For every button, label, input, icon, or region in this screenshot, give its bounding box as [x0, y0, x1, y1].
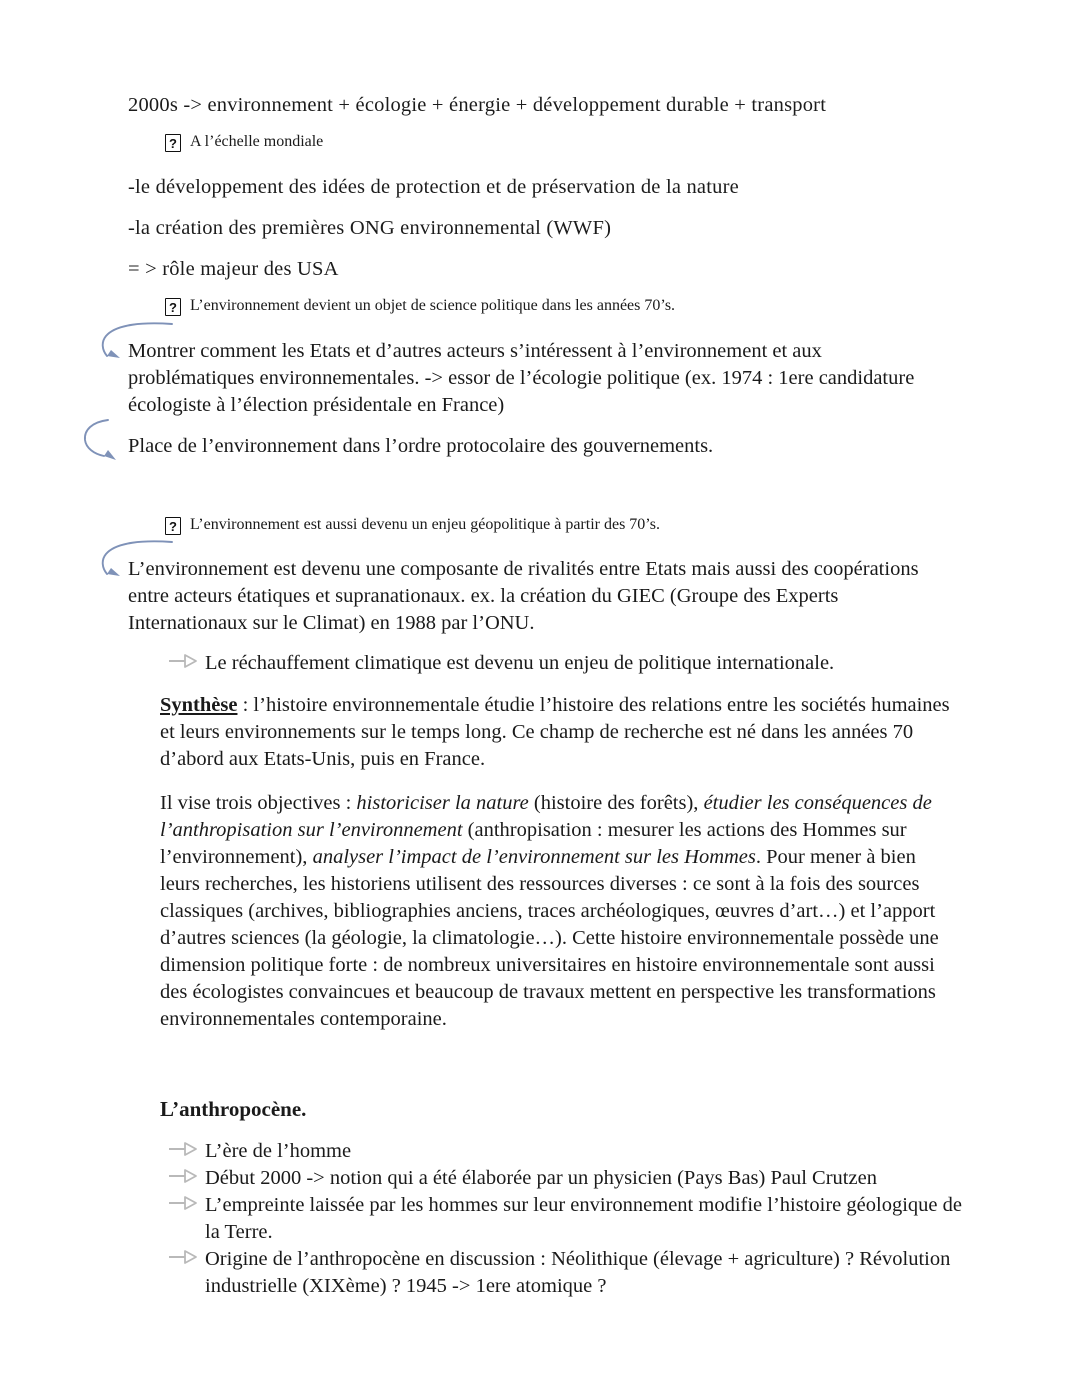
bullet-list-anthropocene — [160, 1138, 970, 1300]
list-item-label: L’empreinte laissée par les hommes sur leur environnement modifie l’histoire géologique de la Terre. — [205, 1194, 962, 1243]
heading-echelle-mondiale-label: A l’échelle mondiale — [190, 133, 324, 150]
list-item — [160, 1246, 970, 1300]
text-line-creation-ong: -la création des premières ONG environnemental (WWF) — [128, 217, 612, 239]
objectives-seg-2: (histoire des forêts), — [528, 792, 704, 814]
heading-environnement-science-politique — [165, 297, 965, 316]
synthese-colon: : — [237, 694, 254, 716]
paragraph-synthese — [160, 692, 960, 773]
text-line-developpement-idees: -le développement des idées de protection et de préservation de la nature — [128, 176, 739, 198]
paragraph-place-environnement: Place de l’environnement dans l’ordre protocolaire des gouvernements. — [128, 435, 714, 457]
text-line-role-usa: = > rôle majeur des USA — [128, 258, 339, 280]
synthese-label: Synthèse — [160, 694, 238, 716]
heading-environnement-science-politique-label: L’environnement devient un objet de science politique dans les années 70’s. — [190, 297, 676, 314]
paragraph-environnement-rivalites: L’environnement est devenu une composante de rivalités entre Etats mais aussi des coopérations entre acteurs étatiques et supranationaux. ex. la création du GIEC (Groupe des Experts Internationaux sur le Climat) en 1988 par l’ONU. — [128, 558, 919, 634]
objectives-seg-3: (anthropisation : mesurer les actions des Hommes sur l’environnement), — [160, 819, 907, 868]
paragraph-objectives — [160, 790, 960, 1033]
bullet-list-rechauffement — [160, 650, 970, 677]
arrow-bullet-icon — [168, 1166, 198, 1188]
list-item — [160, 1165, 970, 1192]
question-box-icon: ? — [165, 298, 181, 316]
synthese-body: l’histoire environnementale étudie l’histoire des relations entre les sociétés humaines et leurs environnements sur le temps long. Ce champ de recherche est né dans les années 70 d’abord aux Etats-Unis, puis en France. — [160, 694, 950, 770]
objectives-seg-4: . Pour mener à bien leurs recherches, les historiens utilisent des ressources diverses : ce sont à la fois des sources classiques (archives, bibliographies anciens, traces archéologiques, œuvres d’art…) et l’apport d’autres sciences (la géologie, la climatologie…). Cette histoire environnementale possède une dimension politique forte : de nombreux universitaires en histoire environnementale sont aussi des écologistes convaincues et beaucoup de travaux mettent en perspective les transformations environnementales contemporaine. — [160, 846, 939, 1030]
heading-environnement-geopolitique — [165, 516, 965, 535]
heading-echelle-mondiale — [165, 133, 965, 152]
arrow-bullet-icon — [168, 1139, 198, 1161]
list-item-label: Début 2000 -> notion qui a été élaborée par un physicien (Pays Bas) Paul Crutzen — [205, 1167, 877, 1189]
arrow-bullet-icon — [168, 651, 198, 673]
list-item — [160, 1138, 970, 1165]
objectives-italic-2: étudier les conséquences de l’anthropisation sur l’environnement — [160, 792, 932, 841]
list-item — [160, 650, 970, 677]
list-item-label: L’ère de l’homme — [205, 1140, 352, 1162]
objectives-italic-1: historiciser la nature — [356, 792, 529, 814]
paragraph-montrer-comment: Montrer comment les Etats et d’autres acteurs s’intéressent à l’environnement et aux problématiques environnementales. -> essor de l’écologie politique (ex. 1974 : 1ere candidature écologiste à l’élection présidentale en France) — [128, 340, 915, 416]
objectives-seg-1: Il vise trois objectives : — [160, 792, 357, 814]
list-item — [160, 1192, 970, 1246]
arrow-bullet-icon — [168, 1247, 198, 1269]
heading-environnement-geopolitique-label: L’environnement est aussi devenu un enjeu géopolitique à partir des 70’s. — [190, 516, 660, 533]
list-item-label: Le réchauffement climatique est devenu un enjeu de politique internationale. — [205, 652, 835, 674]
heading-anthropocene: L’anthropocène. — [160, 1097, 307, 1121]
text-line-2000s: 2000s -> environnement + écologie + énergie + développement durable + transport — [128, 94, 827, 116]
list-item-label: Origine de l’anthropocène en discussion : Néolithique (élevage + agriculture) ? Révolution industrielle (XIXème) ? 1945 -> 1ere atomique ? — [205, 1248, 951, 1297]
question-box-icon: ? — [165, 134, 181, 152]
question-box-icon: ? — [165, 517, 181, 535]
objectives-italic-3: analyser l’impact de l’environnement sur les Hommes — [312, 846, 756, 868]
arrow-bullet-icon — [168, 1193, 198, 1215]
